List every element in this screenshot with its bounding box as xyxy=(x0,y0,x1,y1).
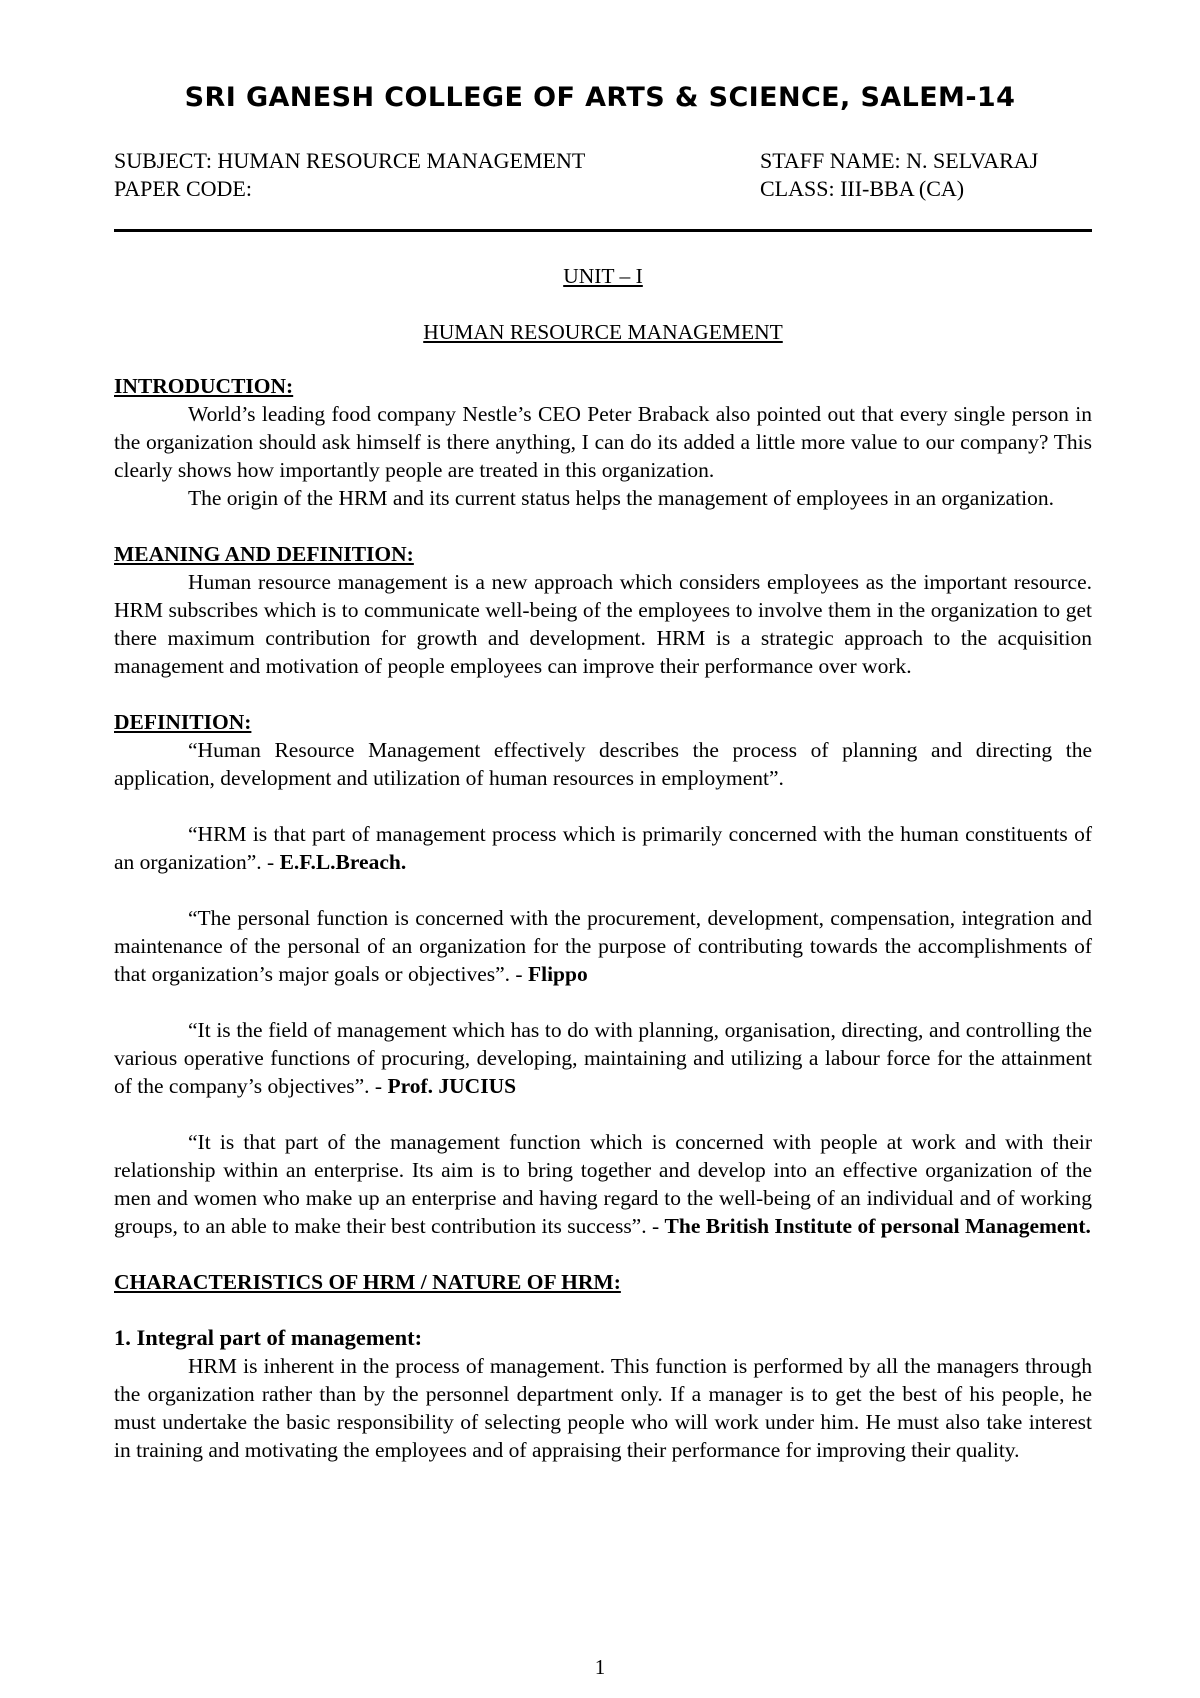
definition-quote-2 xyxy=(114,820,1092,876)
quote-author: The British Institute of personal Management. xyxy=(664,1214,1091,1238)
header-divider xyxy=(114,229,1092,232)
introduction-paragraph-2: The origin of the HRM and its current status helps the management of employees in an organization. xyxy=(188,486,1054,510)
definition-heading: DEFINITION: xyxy=(114,710,252,734)
meaning-paragraph: Human resource management is a new approach which considers employees as the important resource. HRM subscribes which is to communicate well-being of the employees to involve them in the organization to get there maximum contribution for growth and development. HRM is a strategic approach to the acquisition management and motivation of people employees can improve their performance over work. xyxy=(114,570,1092,678)
quote-text: “HRM is that part of management process which is primarily concerned with the human constituents of an organization”. - xyxy=(114,822,1092,874)
paper-code-label: PAPER CODE: xyxy=(114,176,252,201)
main-heading: HUMAN RESOURCE MANAGEMENT xyxy=(423,320,783,344)
definition-quote-4 xyxy=(114,1016,1092,1100)
introduction-paragraph-1: World’s leading food company Nestle’s CEO Peter Braback also pointed out that every single person in the organization should ask himself is there anything, I can do its added a little more value to our company? This clearly shows how importantly people are treated in this organization. xyxy=(114,402,1092,482)
quote-text: “The personal function is concerned with the procurement, development, compensation, integration and maintenance of the personal of an organization for the purpose of contributing towards the accomplishments of that organization’s major goals or objectives”. - xyxy=(114,906,1092,986)
meaning-heading: MEANING AND DEFINITION: xyxy=(114,542,414,566)
quote-author: E.F.L.Breach. xyxy=(279,850,407,874)
unit-title: UNIT – I xyxy=(563,264,643,288)
introduction-heading: INTRODUCTION: xyxy=(114,374,294,398)
quote-author: Flippo xyxy=(527,962,588,986)
staff-name-label: STAFF NAME: N. SELVARAJ xyxy=(760,148,1039,173)
document-body xyxy=(114,262,1092,1464)
definition-quote-3 xyxy=(114,904,1092,988)
definition-quote-5 xyxy=(114,1128,1092,1240)
page-number: 1 xyxy=(594,1655,606,1679)
subject-label: SUBJECT: HUMAN RESOURCE MANAGEMENT xyxy=(114,148,586,173)
characteristics-heading: CHARACTERISTICS OF HRM / NATURE OF HRM: xyxy=(114,1270,621,1294)
college-title: SRI GANESH COLLEGE OF ARTS & SCIENCE, SALEM-14 xyxy=(184,82,1016,113)
quote-text: “It is the field of management which has to do with planning, organisation, directing, and controlling the various operative functions of procuring, developing, maintaining and utilizing a labour force for the attainment of the company’s objectives”. - xyxy=(114,1018,1092,1098)
quote-author: Prof. JUCIUS xyxy=(387,1074,517,1098)
definition-quote-1 xyxy=(114,736,1092,792)
quote-text: “It is that part of the management function which is concerned with people at work and with their relationship within an enterprise. Its aim is to bring together and develop into an effective organization of the men and women who make up an enterprise and having regard to the well-being of an individual and of working groups, to an able to make their best contribution its success”. - xyxy=(114,1130,1092,1238)
item-1-paragraph: HRM is inherent in the process of management. This function is performed by all the managers through the organization rather than by the personnel department only. If a manager is to get the best of his people, he must undertake the basic responsibility of selecting people who will work under him. He must also take interest in training and motivating the employees and of appraising their performance for improving their quality. xyxy=(114,1354,1092,1462)
item-1-title: 1. Integral part of management: xyxy=(114,1325,423,1350)
quote-text: “Human Resource Management effectively describes the process of planning and directing the application, development and utilization of human resources in employment”. xyxy=(114,738,1092,790)
class-label: CLASS: III-BBA (CA) xyxy=(760,176,965,201)
